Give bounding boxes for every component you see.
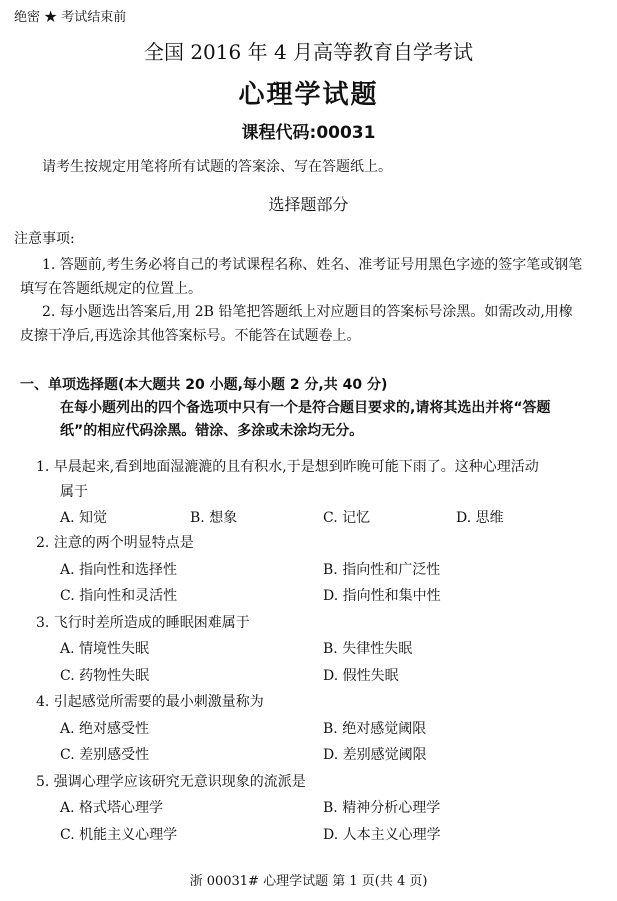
option-d: D. 思维 xyxy=(456,510,504,526)
option-d: D. 指向性和集中性 xyxy=(323,588,441,604)
part-title: 选择题部分 xyxy=(268,195,349,214)
instruction-text: 请考生按规定用笔将所有试题的答案涂、写在答题纸上。 xyxy=(42,159,392,175)
option-b: B. 失律性失眠 xyxy=(323,641,413,657)
confidential-mark: 绝密 ★ 考试结束前 xyxy=(14,10,127,25)
section-heading: 一、单项选择题(本大题共 20 小题,每小题 2 分,共 40 分) xyxy=(20,377,388,393)
subject-title: 心理学试题 xyxy=(238,80,379,110)
section-desc-line-1: 在每小题列出的四个备选项中只有一个是符合题目要求的,请将其选出并将“答题 xyxy=(60,400,551,416)
question-stem: 3. 飞行时差所造成的睡眠困难属于 xyxy=(36,615,250,631)
notes-heading: 注意事项: xyxy=(14,231,75,247)
option-b: B. 指向性和广泛性 xyxy=(323,562,441,578)
note-2-line-1: 2. 每小题选出答案后,用 2B 铅笔把答题纸上对应题目的答案标号涂黑。如需改动,用橡 xyxy=(42,304,573,320)
question-stem: 4. 引起感觉所需要的最小刺激量称为 xyxy=(36,694,264,710)
note-2-line-2: 皮擦干净后,再选涂其他答案标号。不能答在试题卷上。 xyxy=(20,328,361,344)
option-c: C. 记忆 xyxy=(323,510,371,526)
option-a: A. 格式塔心理学 xyxy=(60,800,164,816)
option-b: B. 想象 xyxy=(190,510,238,526)
question-stem-continued: 属于 xyxy=(60,484,88,500)
question-stem: 1. 早晨起来,看到地面湿漉漉的且有积水,于是想到昨晚可能下雨了。这种心理活动 xyxy=(36,459,539,475)
option-a: A. 指向性和选择性 xyxy=(60,562,178,578)
course-code: 课程代码:00031 xyxy=(241,123,376,143)
page-footer: 浙 00031# 心理学试题 第 1 页(共 4 页) xyxy=(189,874,428,889)
note-1-line-1: 1. 答题前,考生务必将自己的考试课程名称、姓名、准考证号用黑色字迹的签字笔或钢笔 xyxy=(42,257,583,273)
note-1-line-2: 填写在答题纸规定的位置上。 xyxy=(20,281,202,297)
option-b: B. 精神分析心理学 xyxy=(323,800,441,816)
option-d: D. 人本主义心理学 xyxy=(323,827,441,843)
option-a: A. 绝对感受性 xyxy=(60,721,150,737)
question-stem: 2. 注意的两个明显特点是 xyxy=(36,535,194,551)
option-c: C. 机能主义心理学 xyxy=(60,827,178,843)
question-stem: 5. 强调心理学应该研究无意识现象的流派是 xyxy=(36,774,306,790)
option-c: C. 指向性和灵活性 xyxy=(60,588,178,604)
option-c: C. 药物性失眠 xyxy=(60,668,150,684)
option-b: B. 绝对感觉阈限 xyxy=(323,721,427,737)
option-d: D. 假性失眠 xyxy=(323,668,399,684)
exam-title: 全国 2016 年 4 月高等教育自学考试 xyxy=(143,40,474,64)
option-a: A. 情境性失眠 xyxy=(60,641,150,657)
section-desc-line-2: 纸”的相应代码涂黑。错涂、多涂或未涂均无分。 xyxy=(60,423,364,439)
option-d: D. 差别感觉阈限 xyxy=(323,747,427,763)
option-c: C. 差别感受性 xyxy=(60,747,150,763)
option-a: A. 知觉 xyxy=(60,510,108,526)
